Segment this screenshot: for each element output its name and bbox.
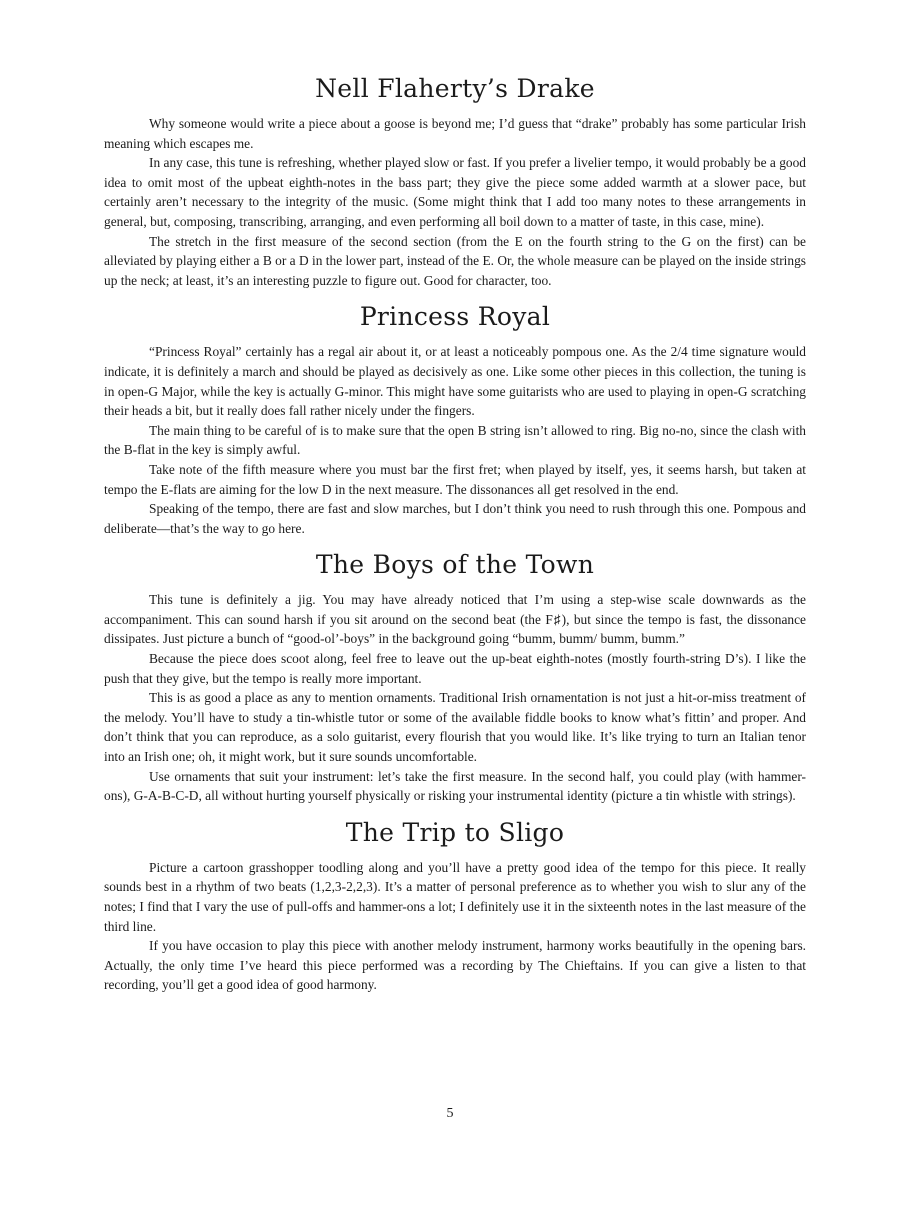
paragraph: Use ornaments that suit your instrument: let’s take the first measure. In the second half, you could play (with hammer-ons), G-A-B-C-D, all without hurting yourself physically or risking your instrumental identity (picture a tin whistle with strings). (104, 768, 806, 804)
section-nell-flahertys-drake (104, 74, 806, 290)
section-title: The Trip to Sligo (345, 817, 565, 847)
page-number: 5 (446, 1106, 454, 1121)
paragraph: This tune is definitely a jig. You may have already noticed that I’m using a step-wise scale downwards as the accompaniment. This can sound harsh if you sit around on the second beat (the F♯), but since the tempo is fast, the dissonance dissipates. Just picture a bunch of “good-ol’-boys” in the background going “bumm, bumm/ bumm, bumm.” (104, 592, 806, 647)
section-boys-of-the-town (104, 550, 806, 806)
section-princess-royal (104, 302, 806, 538)
section-title: Princess Royal (359, 302, 551, 332)
section-title: Nell Flaherty’s Drake (315, 74, 595, 103)
paragraph: This is as good a place as any to mention ornaments. Traditional Irish ornamentation is not just a hit-or-miss treatment of the melody. You’ll have to study a tin-whistle tutor or some of the available fiddle books to know what’s fittin’ and proper. And don’t think that you can reproduce, as a solo guitarist, every flourish that you would like. It’s like trying to turn an Italian tenor into an Irish one; oh, it might work, but it sure sounds uncomfortable. (104, 690, 806, 765)
paragraph: “Princess Royal” certainly has a regal air about it, or at least a noticeably pompous one. As the 2/4 time signature would indicate, it is definitely a march and should be played as decisively as one. Like some other pieces in this collection, the tuning is in open-G Major, while the key is actually G-minor. This might have some guitarists who are used to playing in open-G scratching their heads a bit, but it really does fall rather nicely under the fingers. (104, 344, 806, 419)
paragraph: Speaking of the tempo, there are fast and slow marches, but I don’t think you need to rush through this one. Pompous and deliberate—that’s the way to go here. (104, 501, 806, 536)
paragraph: If you have occasion to play this piece with another melody instrument, harmony works beautifully in the opening bars. Actually, the only time I’ve heard this piece performed was a recording by The Chieftains. If you can give a listen to that recording, you’ll get a good idea of good harmony. (104, 938, 806, 993)
paragraph: Why someone would write a piece about a goose is beyond me; I’d guess that “drake” probably has some particular Irish meaning which escapes me. (104, 116, 806, 151)
paragraph: Picture a cartoon grasshopper toodling along and you’ll have a pretty good idea of the tempo for this piece. It really sounds best in a rhythm of two beats (1,2,3-2,2,3). It’s a matter of personal preference as to whether you wish to slur any of the notes; I find that I vary the use of pull-offs and hammer-ons a lot; I definitely use it in the sixteenth notes in the last measure of the third line. (104, 859, 806, 934)
section-title: The Boys of the Town (315, 550, 595, 580)
section-trip-to-sligo (104, 818, 806, 995)
paragraph: The main thing to be careful of is to make sure that the open B string isn’t allowed to ring. Big no-no, since the clash with the B-flat in the key is simply awful. (104, 422, 806, 458)
paragraph: Take note of the fifth measure where you must bar the first fret; when played by itself, yes, it seems harsh, but taken at tempo the E-flats are aiming for the low D in the next measure. The dissonances all get resolved in the end. (104, 461, 806, 497)
paragraph: The stretch in the first measure of the second section (from the E on the fourth string to the G on the first) can be alleviated by playing either a B or a D in the lower part, instead of the E. Or, the whole measure can be played on the inside strings up the neck; at least, it’s an interesting puzzle to figure out. Good for character, too. (104, 233, 806, 288)
paragraph: In any case, this tune is refreshing, whether played slow or fast. If you prefer a livelier tempo, it would probably be a good idea to omit most of the upbeat eighth-notes in the bass part; they give the piece some added warmth at a slower pace, but certainly aren’t necessary to the integrity of the music. (Some might think that I add too many notes to these arrangements in general, but, composing, transcribing, arranging, and even performing all boil down to a matter of taste, in this case, mine). (104, 155, 806, 229)
paragraph: Because the piece does scoot along, feel free to leave out the up-beat eighth-notes (mostly fourth-string D’s). I like the push that they give, but the tempo is really more important. (104, 651, 806, 686)
